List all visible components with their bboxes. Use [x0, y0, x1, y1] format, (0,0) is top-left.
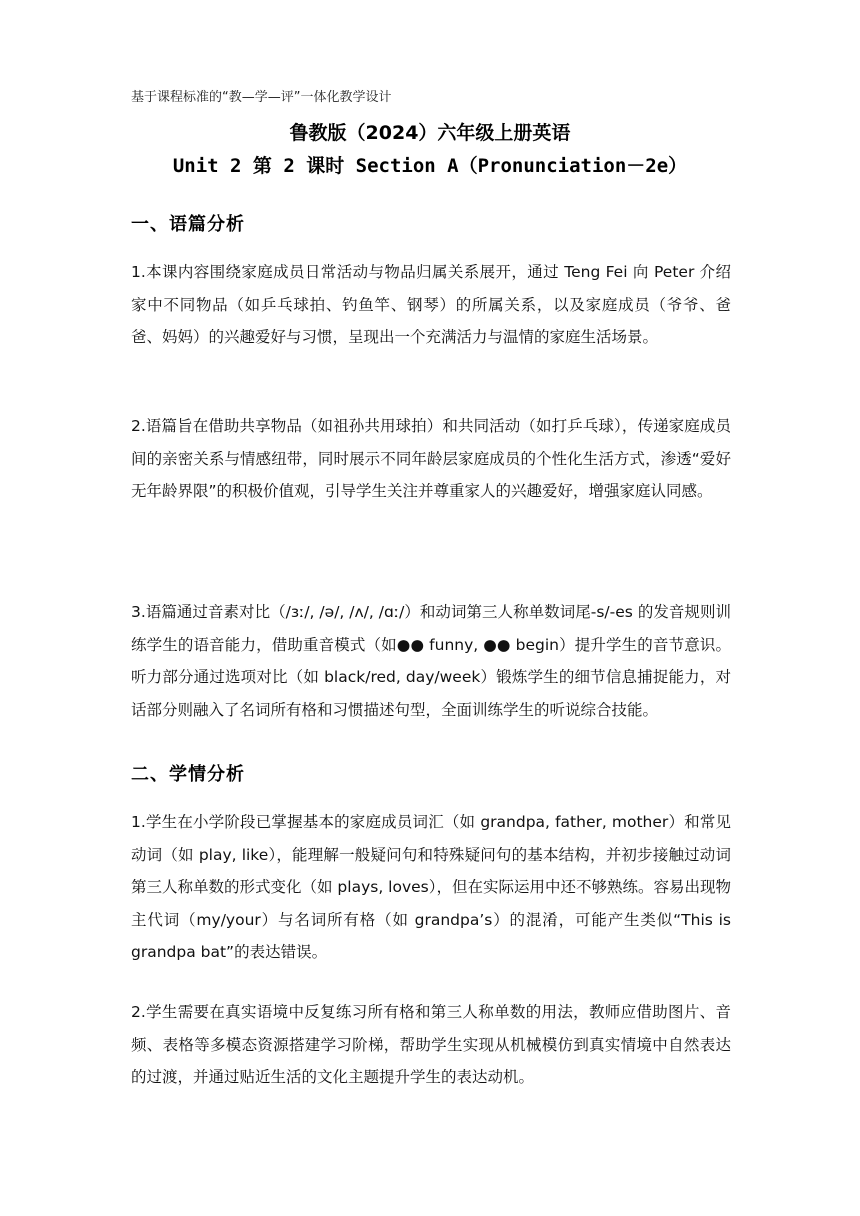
section-heading-learner-analysis: 二、学情分析	[131, 764, 245, 785]
document-title: 鲁教版（2024）六年级上册英语	[289, 122, 571, 144]
paragraph: 2.语篇旨在借助共享物品（如祖孙共用球拍）和共同活动（如打乒乓球），传递家庭成员间的亲密关系与情感纽带，同时展示不同年龄层家庭成员的个性化生活方式，渗透“爱好无年龄界限”的积极价值观，引导学生关注并尊重家人的兴趣爱好，增强家庭认同感。	[131, 417, 731, 500]
paragraph: 1.本课内容围绕家庭成员日常活动与物品归属关系展开，通过 Teng Fei 向 Peter 介绍家中不同物品（如乒乓球拍、钓鱼竿、钢琴）的所属关系，以及家庭成员（爷爷、爸爸、妈妈）的兴趣爱好与习惯，呈现出一个充满活力与温情的家庭生活场景。	[131, 263, 731, 346]
document-subtitle: Unit 2 第 2 课时 Section A（Pronunciation－2e）	[172, 155, 688, 177]
header-note: 基于课程标准的“教—学—评”一体化教学设计	[131, 90, 392, 105]
section-heading-text-analysis: 一、语篇分析	[131, 214, 245, 235]
paragraph: 2.学生需要在真实语境中反复练习所有格和第三人称单数的用法，教师应借助图片、音频、表格等多模态资源搭建学习阶梯，帮助学生实现从机械模仿到真实情境中自然表达的过渡，并通过贴近生活的文化主题提升学生的表达动机。	[131, 1003, 731, 1086]
paragraph: 3.语篇通过音素对比（/ɜː/, /ə/, /ʌ/, /ɑː/）和动词第三人称单数词尾-s/-es 的发音规则训练学生的语音能力，借助重音模式（如●● funny, ●● begin）提升学生的音节意识。听力部分通过选项对比（如 black/red, day/week）锻炼学生的细节信息捕捉能力，对话部分则融入了名词所有格和习惯描述句型，全面训练学生的听说综合技能。	[131, 603, 731, 719]
paragraph: 1.学生在小学阶段已掌握基本的家庭成员词汇（如 grandpa, father, mother）和常见动词（如 play, like），能理解一般疑问句和特殊疑问句的基本结构，并初步接触过动词第三人称单数的形式变化（如 plays, loves），但在实际运用中还不够熟练。容易出现物主代词（my/your）与名词所有格（如 grandpa’s）的混淆，可能产生类似“This is grandpa bat”的表达错误。	[131, 813, 731, 961]
